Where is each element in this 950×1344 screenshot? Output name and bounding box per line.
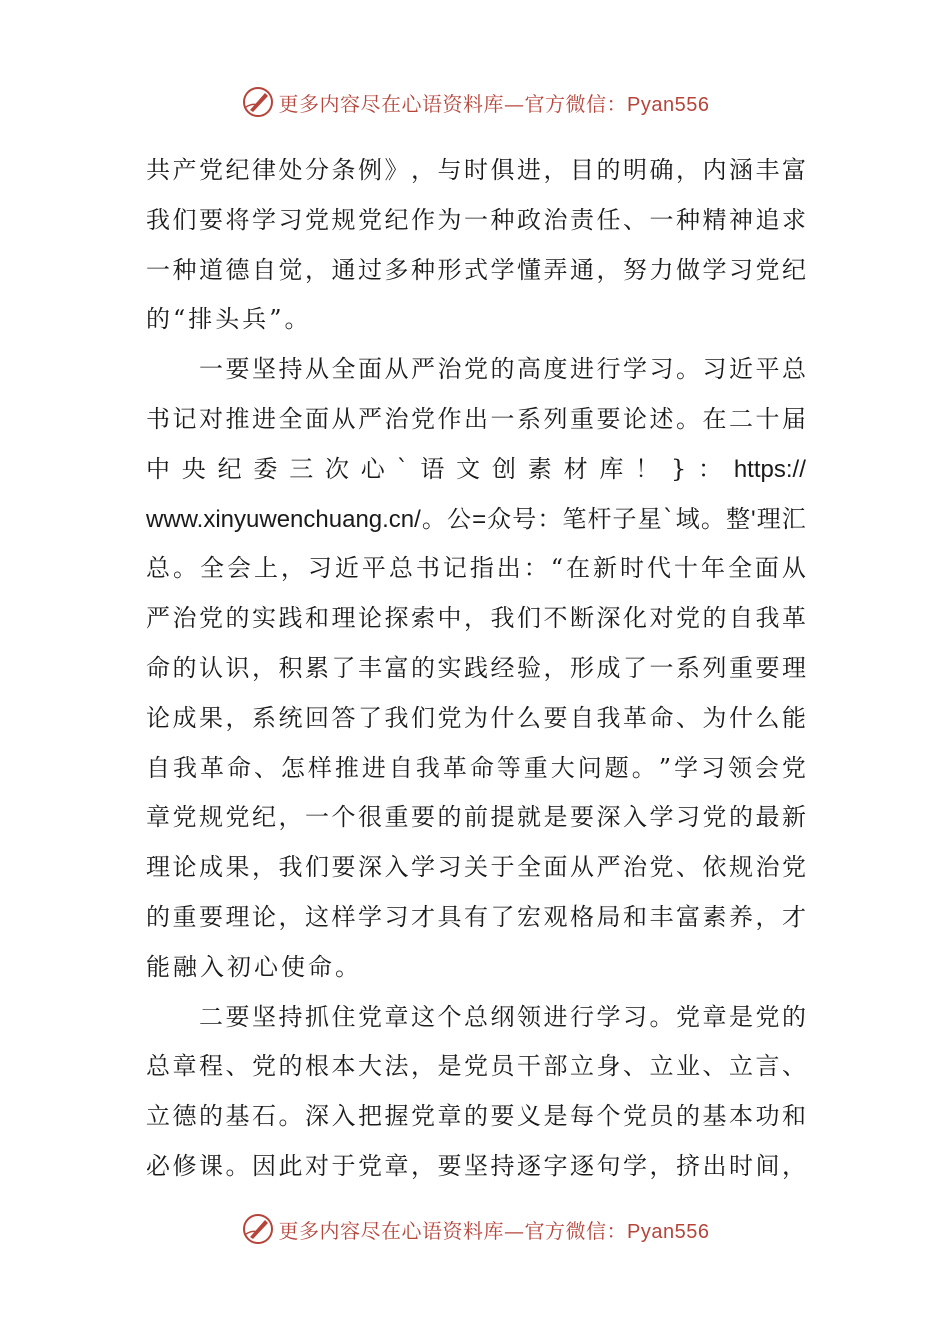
text-line: 理 论 成 果 ， 我 们 要 深 入 学 习 关 于 全 面 从 严 治 党 、 依 规 治 党 bbox=[146, 853, 806, 882]
text-line: 严 治 党 的 实 践 和 理 论 探 索 中 ， 我 们 不 断 深 化 对 党 的 自 我 革 bbox=[146, 604, 806, 633]
text-line: 章 党 规 党 纪 ， 一 个 很 重 要 的 前 提 就 是 要 深 入 学 习 党 的 最 新 bbox=[146, 803, 806, 832]
text-line: 二 要 坚 持 抓 住 党 章 这 个 总 纲 领 进 行 学 习 。 党 章 是 党 的 bbox=[199, 1002, 806, 1031]
text-line: 必 修 课 。 因 此 对 于 党 章 ， 要 坚 持 逐 字 逐 句 学 ， 挤 出 时 间 ， bbox=[146, 1151, 806, 1180]
text-line: 一 种 道 德 自 觉 ， 通 过 多 种 形 式 学 懂 弄 通 ， 努 力 做 学 习 党 纪 bbox=[146, 255, 806, 284]
text-line: 我 们 要 将 学 习 党 规 党 纪 作 为 一 种 政 治 责 任 、 一 种 精 神 追 求 bbox=[146, 205, 806, 234]
text-line: 一 要 坚 持 从 全 面 从 严 治 党 的 高 度 进 行 学 习 。 习 近 平 总 bbox=[199, 355, 806, 384]
text-line: 共 产 党 纪 律 处 分 条 例 》 ， 与 时 俱 进 ， 目 的 明 确 ， 内 涵 丰 富 bbox=[146, 156, 806, 184]
watermark-banner-top bbox=[0, 82, 950, 122]
text-line: 的 重 要 理 论 ， 这 样 学 习 才 具 有 了 宏 观 格 局 和 丰 富 素 养 ， 才 bbox=[146, 902, 806, 931]
quill-logo-icon bbox=[241, 1212, 275, 1246]
text-line: 的“排头兵”。 bbox=[146, 305, 312, 334]
text-line: 中 央 纪 委 三 次 心 ` 语 文 创 素 材 库 ！ } ： https:// bbox=[146, 454, 806, 483]
watermark-banner-bottom bbox=[0, 1209, 950, 1249]
document-body bbox=[146, 146, 806, 1192]
text-line: 总 。 全 会 上 ， 习 近 平 总 书 记 指 出 ： “ 在 新 时 代 十 年 全 面 从 bbox=[146, 554, 806, 583]
quill-logo-icon bbox=[241, 85, 275, 119]
text-line: 总 章 程 、 党 的 根 本 大 法 ， 是 党 员 干 部 立 身 、 立 业 、 立 言 、 bbox=[146, 1052, 806, 1081]
watermark-text: 更多内容尽在心语资料库—官方微信：Pyan556 bbox=[278, 1218, 710, 1243]
watermark-text: 更多内容尽在心语资料库—官方微信：Pyan556 bbox=[278, 91, 710, 116]
text-line: 能融入初心使命。 bbox=[146, 952, 362, 981]
text-line: www.xinyuwenchuang.cn/ 。 公 = 众 号 ： 笔 杆 子 星 ` 域 。 整 ' 理 汇 bbox=[146, 504, 806, 533]
text-line: 书 记 对 推 进 全 面 从 严 治 党 作 出 一 系 列 重 要 论 述 。 在 二 十 届 bbox=[146, 404, 806, 433]
text-line: 命 的 认 识 ， 积 累 了 丰 富 的 实 践 经 验 ， 形 成 了 一 系 列 重 要 理 bbox=[146, 653, 806, 682]
text-line: 立 德 的 基 石 。 深 入 把 握 党 章 的 要 义 是 每 个 党 员 的 基 本 功 和 bbox=[146, 1102, 806, 1131]
text-line: 论 成 果 ， 系 统 回 答 了 我 们 党 为 什 么 要 自 我 革 命 、 为 什 么 能 bbox=[146, 703, 806, 732]
text-line: 自 我 革 命 、 怎 样 推 进 自 我 革 命 等 重 大 问 题 。 ” 学 习 领 会 党 bbox=[146, 753, 806, 782]
